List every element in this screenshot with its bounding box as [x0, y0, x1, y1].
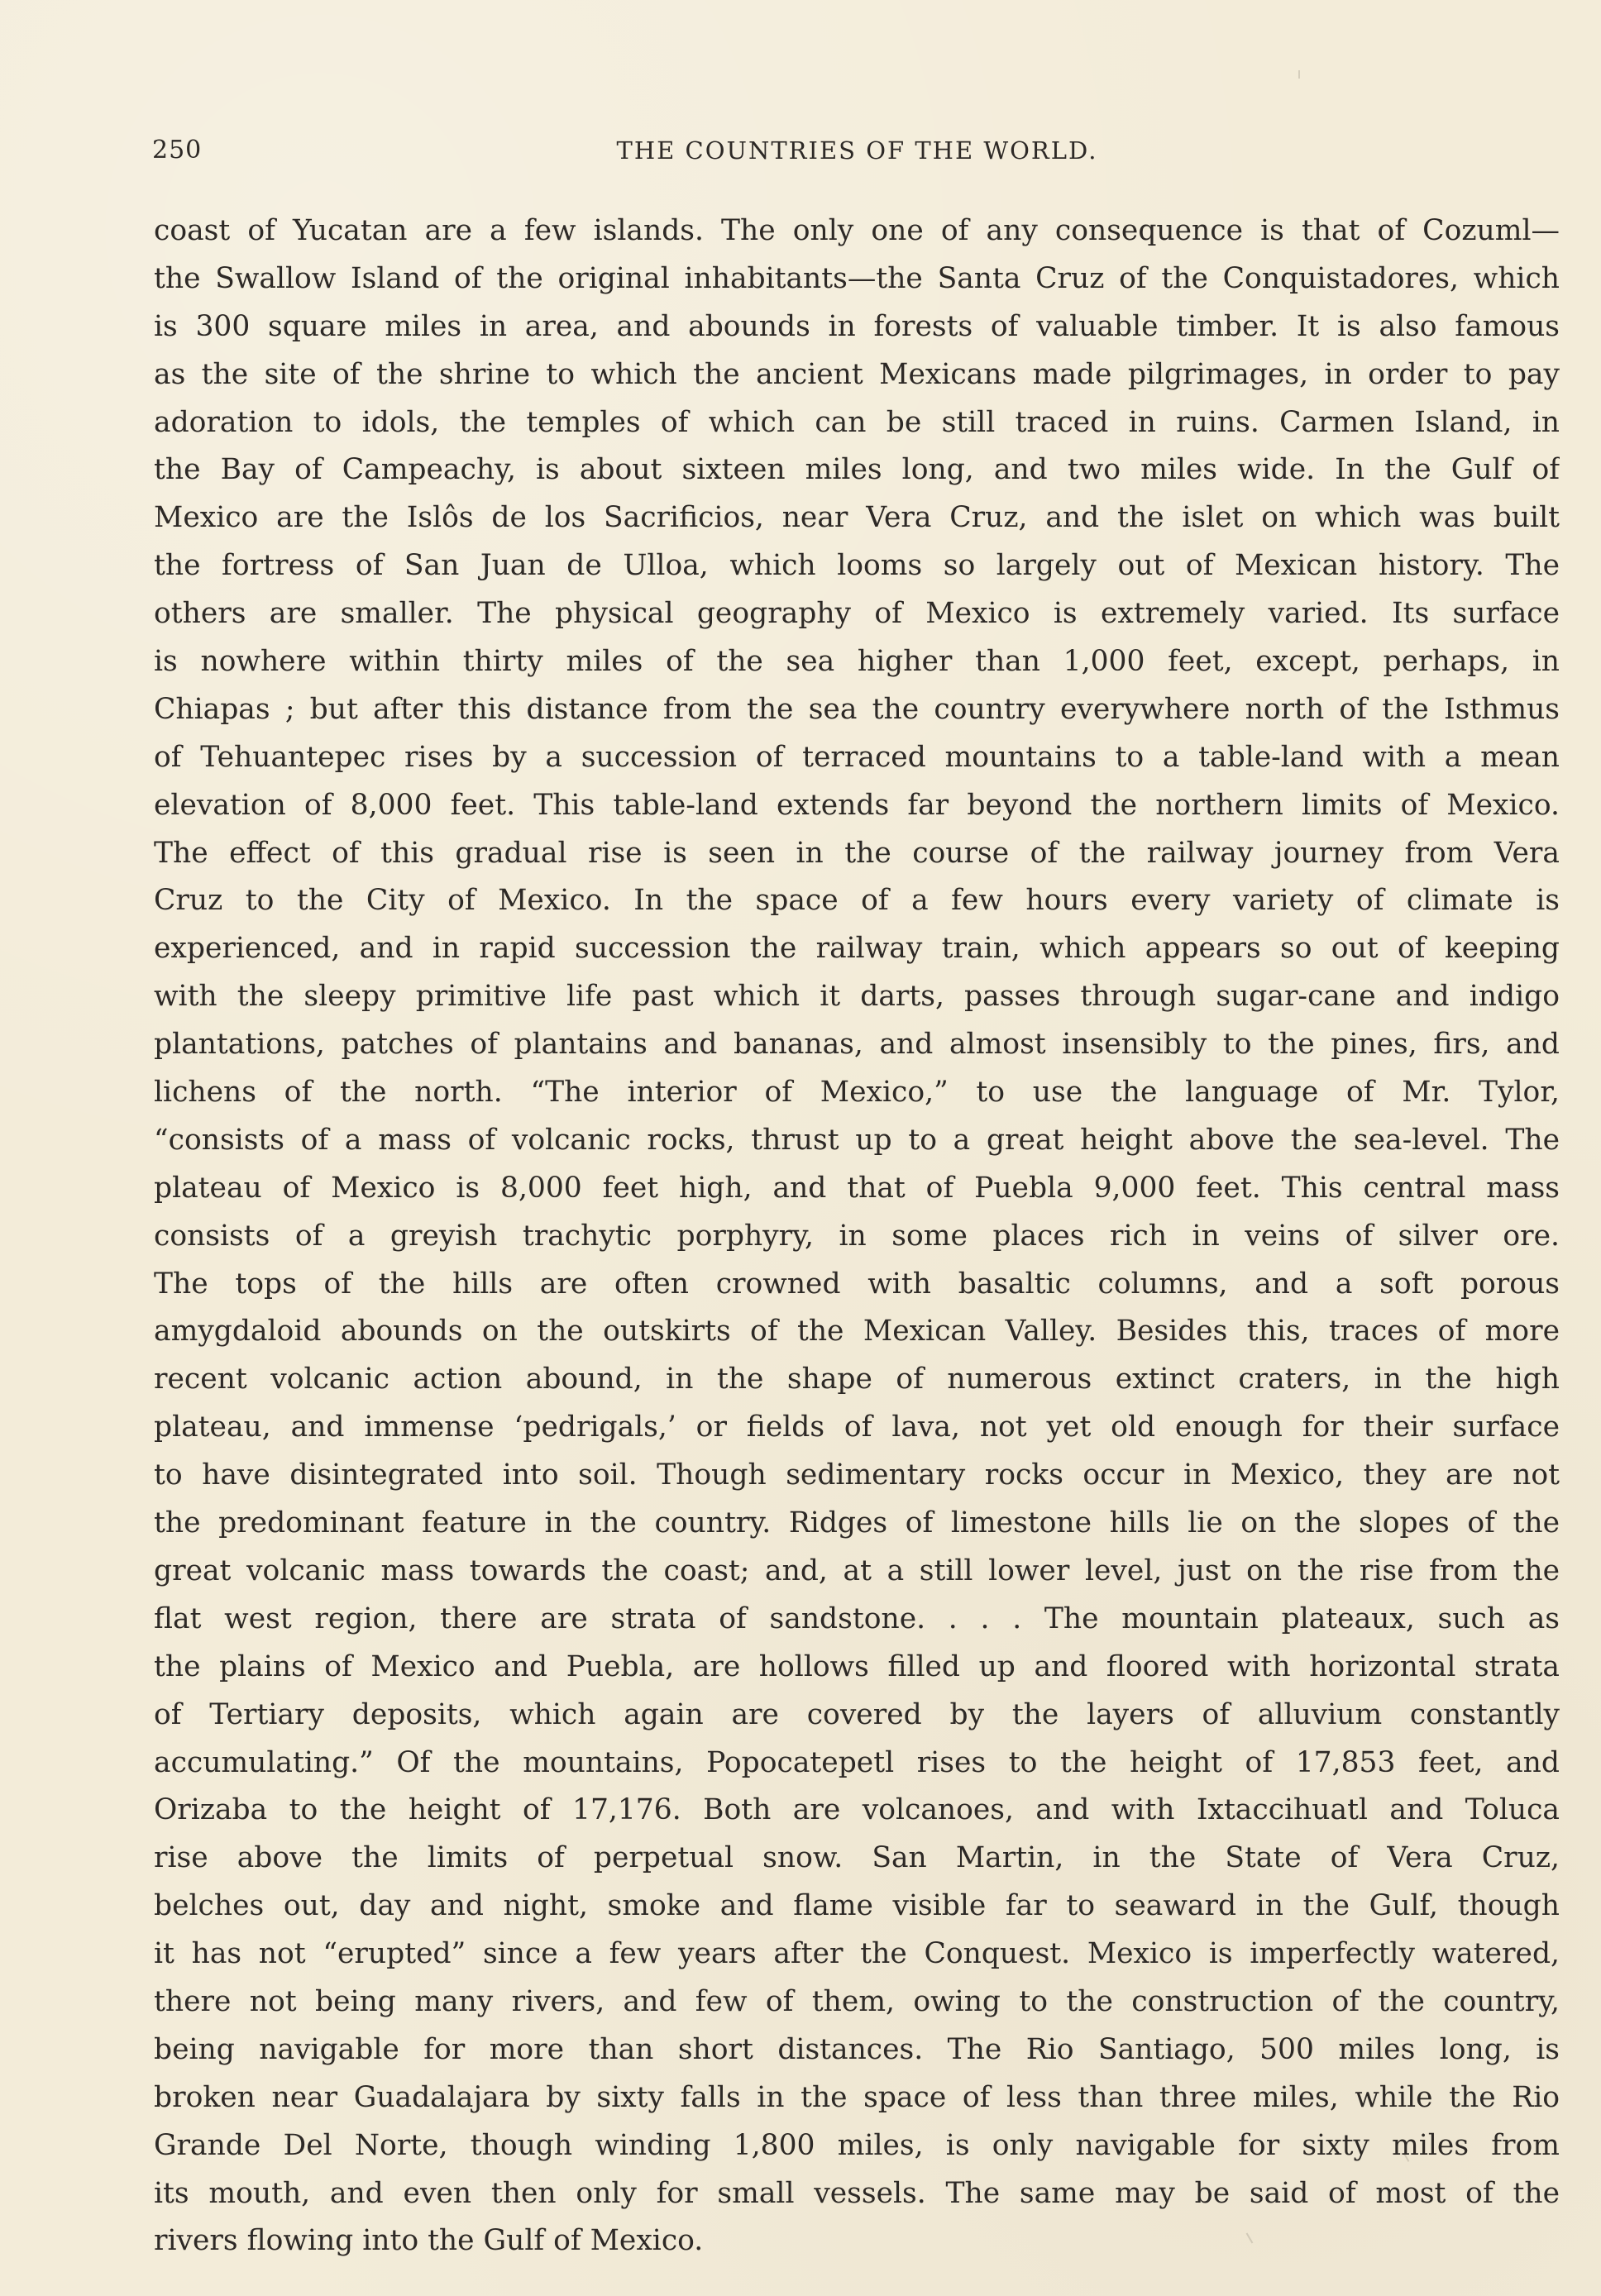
text-line: experienced, and in rapid succession the railway train, which appears so out of keeping — [154, 932, 1560, 966]
text-line: Cruz to the City of Mexico. In the space of a few hours every variety of climate is — [154, 884, 1560, 918]
text-line: recent volcanic action abound, in the shape of numerous extinct craters, in the high — [154, 1363, 1560, 1396]
text-line: The effect of this gradual rise is seen in the course of the railway journey from Vera — [154, 836, 1560, 870]
text-line: rivers flowing into the Gulf of Mexico. — [154, 2224, 704, 2258]
text-line: belches out, day and night, smoke and flame visible far to seaward in the Gulf, though — [154, 1889, 1560, 1923]
text-line: to have disintegrated into soil. Though sedimentary rocks occur in Mexico, they are not — [154, 1458, 1560, 1492]
text-line: Mexico are the Islôs de los Sacrificios, near Vera Cruz, and the islet on which was built — [154, 501, 1560, 535]
text-line: consists of a greyish trachytic porphyry, in some places rich in veins of silver ore. — [154, 1219, 1560, 1253]
text-line: Orizaba to the height of 17,176. Both are volcanoes, and with Ixtaccihuatl and Toluca — [154, 1793, 1560, 1827]
running-head: THE COUNTRIES OF THE WORLD. — [616, 136, 1098, 165]
text-line: broken near Guadalajara by sixty falls in the space of less than three miles, while the Rio — [154, 2080, 1560, 2114]
text-line: is 300 square miles in area, and abounds in forests of valuable timber. It is also famous — [154, 309, 1560, 343]
text-line: plantations, patches of plantains and bananas, and almost insensibly to the pines, firs, and — [154, 1028, 1560, 1062]
text-line: adoration to idols, the temples of which can be still traced in ruins. Carmen Island, in — [154, 405, 1560, 439]
text-line: is nowhere within thirty miles of the sea higher than 1,000 feet, except, perhaps, in — [154, 645, 1560, 679]
text-line: with the sleepy primitive life past which it darts, passes through sugar-cane and indigo — [154, 980, 1560, 1014]
text-line: elevation of 8,000 feet. This table-land extends far beyond the northern limits of Mexico. — [154, 788, 1560, 822]
text-line: its mouth, and even then only for small vessels. The same may be said of most of the — [154, 2176, 1560, 2210]
text-line: of Tehuantepec rises by a succession of terraced mountains to a table-land with a mean — [154, 740, 1560, 774]
text-line: accumulating.” Of the mountains, Popocatepetl rises to the height of 17,853 feet, and — [154, 1745, 1560, 1779]
text-line: others are smaller. The physical geography of Mexico is extremely varied. Its surface — [154, 597, 1560, 631]
text-line: coast of Yucatan are a few islands. The only one of any consequence is that of Cozuml— — [154, 214, 1560, 247]
body-text — [154, 208, 1560, 2258]
text-line: Chiapas ; but after this distance from the sea the country everywhere north of the Isthmus — [154, 692, 1560, 726]
page-header — [152, 132, 1562, 169]
text-line: being navigable for more than short distances. The Rio Santiago, 500 miles long, is — [154, 2032, 1560, 2066]
text-line: rise above the limits of perpetual snow. San Martin, in the State of Vera Cruz, — [154, 1841, 1560, 1875]
text-line: lichens of the north. “The interior of Mexico,” to use the language of Mr. Tylor, — [154, 1076, 1560, 1110]
text-line: “consists of a mass of volcanic rocks, thrust up to a great height above the sea-level. The — [154, 1123, 1560, 1157]
text-line: The tops of the hills are often crowned with basaltic columns, and a soft porous — [154, 1267, 1560, 1301]
text-line: Grande Del Norte, though winding 1,800 miles, is only navigable for sixty miles from — [154, 2128, 1560, 2162]
text-line: there not being many rivers, and few of them, owing to the construction of the country, — [154, 1984, 1560, 2018]
text-line: as the site of the shrine to which the ancient Mexicans made pilgrimages, in order to pay — [154, 357, 1560, 391]
text-line: the Bay of Campeachy, is about sixteen miles long, and two miles wide. In the Gulf of — [154, 453, 1560, 487]
text-line: it has not “erupted” since a few years after the Conquest. Mexico is imperfectly watered, — [154, 1937, 1560, 1971]
text-line: the plains of Mexico and Puebla, are hollows filled up and floored with horizontal strata — [154, 1649, 1560, 1683]
text-line: plateau of Mexico is 8,000 feet high, and that of Puebla 9,000 feet. This central mass — [154, 1171, 1560, 1205]
text-line: great volcanic mass towards the coast; and, at a still lower level, just on the rise from the — [154, 1554, 1560, 1587]
text-line: amygdaloid abounds on the outskirts of the Mexican Valley. Besides this, traces of more — [154, 1315, 1560, 1348]
text-line: the predominant feature in the country. Ridges of limestone hills lie on the slopes of the — [154, 1506, 1560, 1540]
text-line: of Tertiary deposits, which again are covered by the layers of alluvium constantly — [154, 1697, 1560, 1731]
text-line: flat west region, there are strata of sandstone. . . . The mountain plateaux, such as — [154, 1601, 1560, 1635]
text-line: the fortress of San Juan de Ulloa, which looms so largely out of Mexican history. The — [154, 549, 1560, 583]
page-number: 250 — [152, 136, 203, 165]
paper-mark — [1298, 70, 1300, 79]
text-line: plateau, and immense ‘pedrigals,’ or fields of lava, not yet old enough for their surface — [154, 1411, 1560, 1444]
text-line: the Swallow Island of the original inhabitants—the Santa Cruz of the Conquistadores, which — [154, 261, 1560, 295]
